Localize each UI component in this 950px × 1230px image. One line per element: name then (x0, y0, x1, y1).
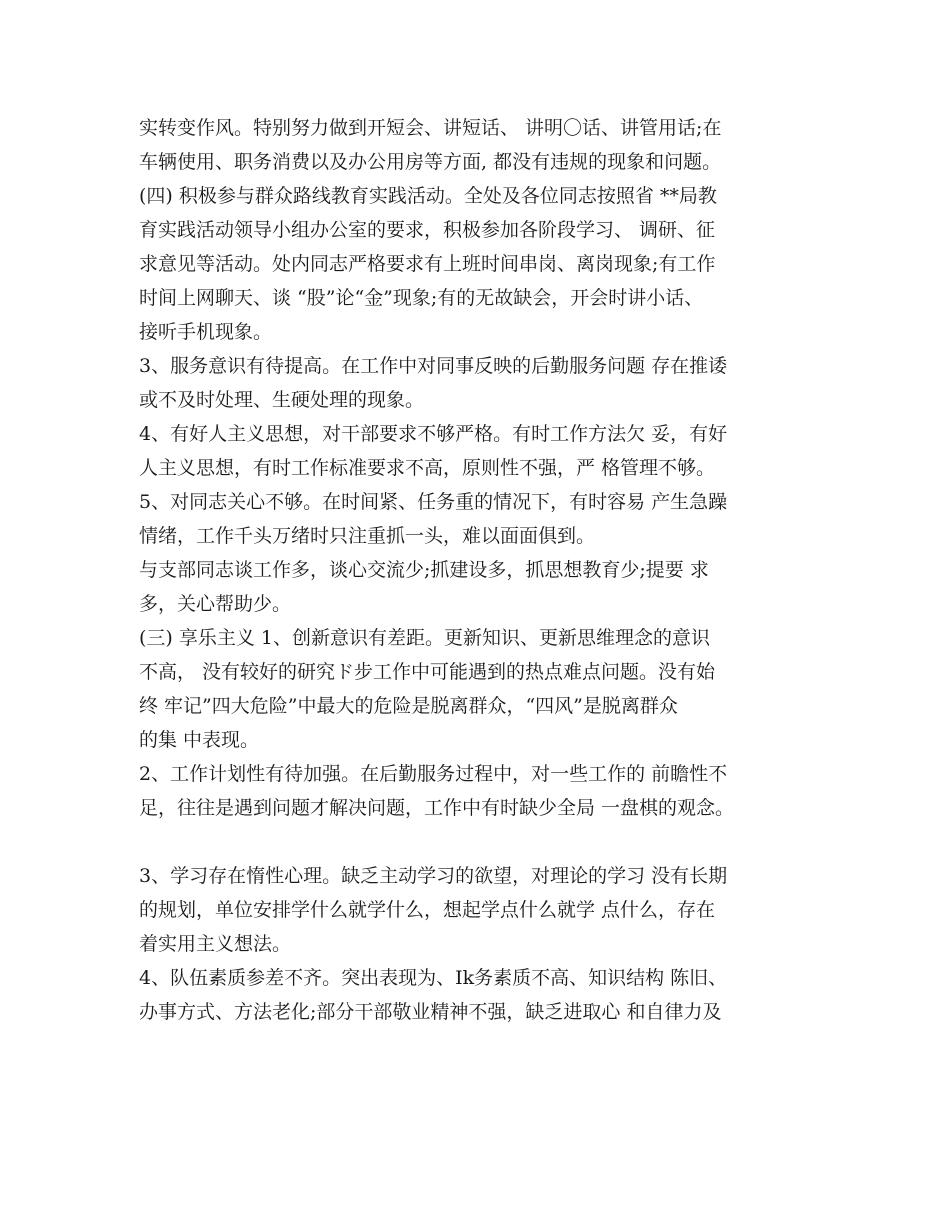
text-line: 4、有好人主义思想，对干部要求不够严格。有时工作方法欠 妥，有好 (139, 423, 728, 445)
text-line: 人主义思想，有时工作标准要求不高，原则性不强，严 格管理不够。 (139, 457, 716, 479)
text-line: 的集 中表现。 (139, 729, 260, 751)
document-body (139, 111, 839, 1029)
text-line: 的规划，单位安排学什么就学什么，想起学点什么就学 点什么，存在 (139, 899, 716, 921)
text-line: (三) 享乐主义 1、创新意识有差距。更新知识、更新思维理念的意识 (139, 627, 710, 649)
text-line: 5、对同志关心不够。在时间紧、任务重的情况下，有时容易 产生急躁 (139, 491, 728, 513)
text-line: 与支部同志谈工作多，谈心交流少;抓建设多，抓思想教育少;提要 求 (139, 559, 709, 581)
text-line: 车辆使用、职务消费以及办公用房等方面, 都没有违规的现象和问题。 (139, 151, 722, 173)
text-line: 3、服务意识有待提高。在工作中对同事反映的后勤服务问题 存在推诿 (139, 355, 728, 377)
text-line: 办事方式、方法老化;部分干部敬业精神不强，缺乏进取心 和自律力及 (139, 1001, 722, 1023)
text-line: 4、队伍素质参差不齐。突出表现为、Ik务素质不高、知识结构 陈旧、 (139, 967, 728, 989)
text-line: 终 牢记”四大危险”中最大的危险是脱离群众，“四风”是脱离群众 (139, 695, 678, 717)
text-line: 3、学习存在惰性心理。缺乏主动学习的欲望，对理论的学习 没有长期 (139, 865, 728, 887)
text-line: 接听手机现象。 (139, 321, 273, 343)
text-line: 实转变作风。特别努力做到开短会、讲短话、 讲明〇话、讲管用话;在 (139, 117, 722, 139)
text-line: 求意见等活动。处内同志严格要求有上班时间串岗、离岗现象;有工作 (139, 253, 716, 275)
text-line: 足，往往是遇到问题才解决问题，工作中有时缺少全局 一盘棋的观念。 (139, 797, 735, 819)
text-line: 2、工作计划性有待加强。在后勤服务过程中，对一些工作的 前瞻性不 (139, 763, 728, 785)
text-line: 情绪，工作千头万绪时只注重抓一头，难以面面俱到。 (139, 525, 596, 547)
text-line: 育实践活动领导小组办公室的要求，积极参加各阶段学习、 调研、征 (139, 219, 716, 241)
text-line: 时间上网聊天、谈 “股”论“金”现象;有的无故缺会，开会时讲小话、 (139, 287, 704, 309)
text-line: 或不及时处理、生硬处理的现象。 (139, 389, 425, 411)
text-line: 不高， 没有较好的研究ド步工作中可能遇到的热点难点问题。没有始 (139, 661, 716, 683)
text-line: 着实用主义想法。 (139, 933, 292, 955)
blank-line (139, 825, 839, 859)
text-line: (四) 积极参与群众路线教育实践活动。全处及各位同志按照省 **局教 (139, 185, 717, 207)
text-line: 多，关心帮助少。 (139, 593, 292, 615)
